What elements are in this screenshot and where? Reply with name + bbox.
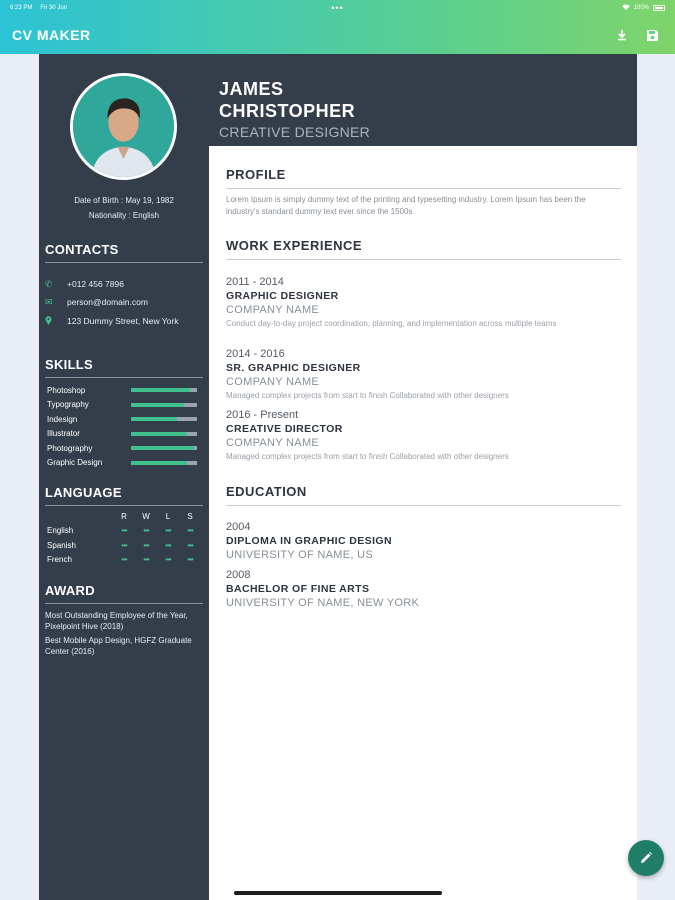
work-years: 2016 - Present: [226, 409, 299, 421]
language-row: [47, 555, 201, 564]
language-level-dots: •••: [187, 526, 193, 535]
phone-icon: ✆: [45, 279, 53, 289]
skill-level-fill: [131, 432, 187, 436]
contacts-heading: CONTACTS: [45, 242, 203, 263]
language-col-listen: L: [165, 512, 171, 521]
nationality: Nationality : English: [88, 211, 160, 220]
language-level-dots: •••: [187, 540, 193, 550]
work-description: Conduct day-to-day project coordination, planning, and implementation across multiple teams: [226, 319, 557, 328]
date-of-birth: Date of Birth : May 19, 1982: [74, 196, 174, 205]
email-icon: ✉: [45, 297, 53, 307]
work-description: Managed complex projects from start to finish Collaborated with other designers: [226, 452, 509, 461]
app-title: CV MAKER: [12, 27, 91, 43]
contact-email: [45, 297, 203, 308]
award-item: Best Mobile App Design, HGFZ Graduate Center (2016): [45, 636, 192, 656]
skill-level-fill: [131, 417, 177, 421]
edit-fab-button[interactable]: [628, 840, 664, 876]
work-company: COMPANY NAME: [226, 376, 320, 388]
skill-label: Photography: [47, 443, 93, 453]
profile-photo: [70, 73, 177, 180]
language-level-dots: •••: [165, 555, 171, 564]
work-heading: WORK EXPERIENCE: [226, 238, 621, 260]
battery-percent: 100%: [633, 5, 649, 11]
app-bar: [0, 16, 675, 54]
language-level-dots: •••: [187, 555, 193, 564]
education-school: UNIVERSITY OF NAME, US: [226, 549, 373, 561]
multitask-dots[interactable]: •••: [331, 3, 344, 13]
education-heading: EDUCATION: [226, 484, 621, 506]
cv-header: [209, 54, 637, 146]
skill-level-bar: [131, 388, 197, 392]
language-row: [47, 541, 201, 550]
status-time: 6:23 PM: [10, 5, 33, 11]
location-icon: [45, 316, 67, 328]
work-title: CREATIVE DIRECTOR: [226, 423, 343, 435]
education-degree: DIPLOMA IN GRAPHIC DESIGN: [226, 535, 392, 547]
language-name: Spanish: [47, 540, 76, 550]
skill-row: [47, 428, 197, 440]
first-name: JAMES: [219, 79, 284, 99]
last-name: CHRISTOPHER: [219, 101, 356, 121]
skill-row: [47, 399, 197, 411]
language-col-read: R: [121, 512, 127, 521]
skill-row: [47, 384, 197, 396]
status-bar: [0, 0, 675, 16]
contact-email-text: person@domain.com: [67, 297, 148, 307]
language-row: [47, 526, 201, 535]
work-company: COMPANY NAME: [226, 437, 320, 449]
status-date: Fri 30 Jun: [40, 5, 68, 11]
education-year: 2004: [226, 521, 251, 533]
language-level-dots: •••: [121, 555, 127, 564]
language-header-row: [47, 512, 201, 521]
skill-level-bar: [131, 446, 197, 450]
home-indicator[interactable]: [234, 891, 442, 895]
education-school: UNIVERSITY OF NAME, NEW YORK: [226, 597, 420, 609]
skill-level-fill: [131, 403, 184, 407]
work-company: COMPANY NAME: [226, 304, 320, 316]
education-year: 2008: [226, 569, 251, 581]
profile-text: Lorem Ipsum is simply dummy text of the printing and typesetting industry. Lorem Ipsum has been the industry's standard dummy text ever since the 1500s: [226, 195, 586, 216]
skill-row: [47, 413, 197, 425]
language-level-dots: •••: [121, 526, 127, 535]
contact-phone: [45, 279, 203, 290]
education-degree: BACHELOR OF FINE ARTS: [226, 583, 370, 595]
download-icon: [616, 29, 628, 41]
language-level-dots: •••: [143, 540, 149, 550]
work-years: 2011 - 2014: [226, 276, 284, 288]
skill-row: [47, 442, 197, 454]
language-name: English: [47, 526, 74, 535]
work-description: Managed complex projects from start to finish Collaborated with other designers: [226, 391, 509, 400]
skill-label: Illustrator: [47, 429, 80, 438]
save-button[interactable]: [641, 24, 663, 46]
work-years: 2014 - 2016: [226, 348, 285, 360]
language-level-dots: •••: [143, 526, 149, 535]
work-title: SR. GRAPHIC DESIGNER: [226, 362, 361, 374]
edit-pencil-icon: [639, 851, 653, 865]
skills-heading: SKILLS: [45, 357, 203, 378]
language-level-dots: •••: [165, 526, 171, 535]
language-name: French: [47, 555, 72, 564]
skill-label: Indesign: [47, 414, 78, 424]
language-col-speak: S: [187, 512, 193, 521]
skill-label: Photoshop: [47, 385, 86, 395]
skill-row: [47, 457, 197, 469]
skill-level-bar: [131, 432, 197, 436]
cv-document[interactable]: [39, 54, 637, 900]
skill-level-bar: [131, 403, 197, 407]
language-level-dots: •••: [143, 555, 149, 564]
skill-label: Typography: [47, 400, 89, 409]
language-heading: LANGUAGE: [45, 485, 203, 506]
contact-phone-text: +012 456 7896: [67, 279, 124, 289]
job-role: CREATIVE DESIGNER: [219, 124, 371, 140]
work-title: GRAPHIC DESIGNER: [226, 290, 339, 302]
save-icon: [646, 29, 659, 42]
skill-level-fill: [131, 446, 194, 450]
contact-address: [45, 316, 203, 328]
skill-level-fill: [131, 388, 190, 392]
language-level-dots: •••: [165, 540, 171, 550]
skill-level-bar: [131, 461, 197, 465]
award-item: Most Outstanding Employee of the Year, Pixelpoint Hive (2018): [45, 611, 188, 631]
wifi-icon: [622, 4, 630, 12]
language-level-dots: •••: [121, 540, 127, 550]
language-col-write: W: [142, 512, 150, 521]
skill-level-bar: [131, 417, 197, 421]
battery-icon: [653, 5, 665, 11]
award-heading: AWARD: [45, 583, 203, 604]
cv-sidebar: [39, 54, 209, 900]
skill-label: Graphic Design: [47, 458, 103, 467]
profile-heading: PROFILE: [226, 167, 621, 189]
download-button[interactable]: [611, 24, 633, 46]
skill-level-fill: [131, 461, 187, 465]
contact-address-text: 123 Dummy Street, New York: [67, 316, 179, 326]
